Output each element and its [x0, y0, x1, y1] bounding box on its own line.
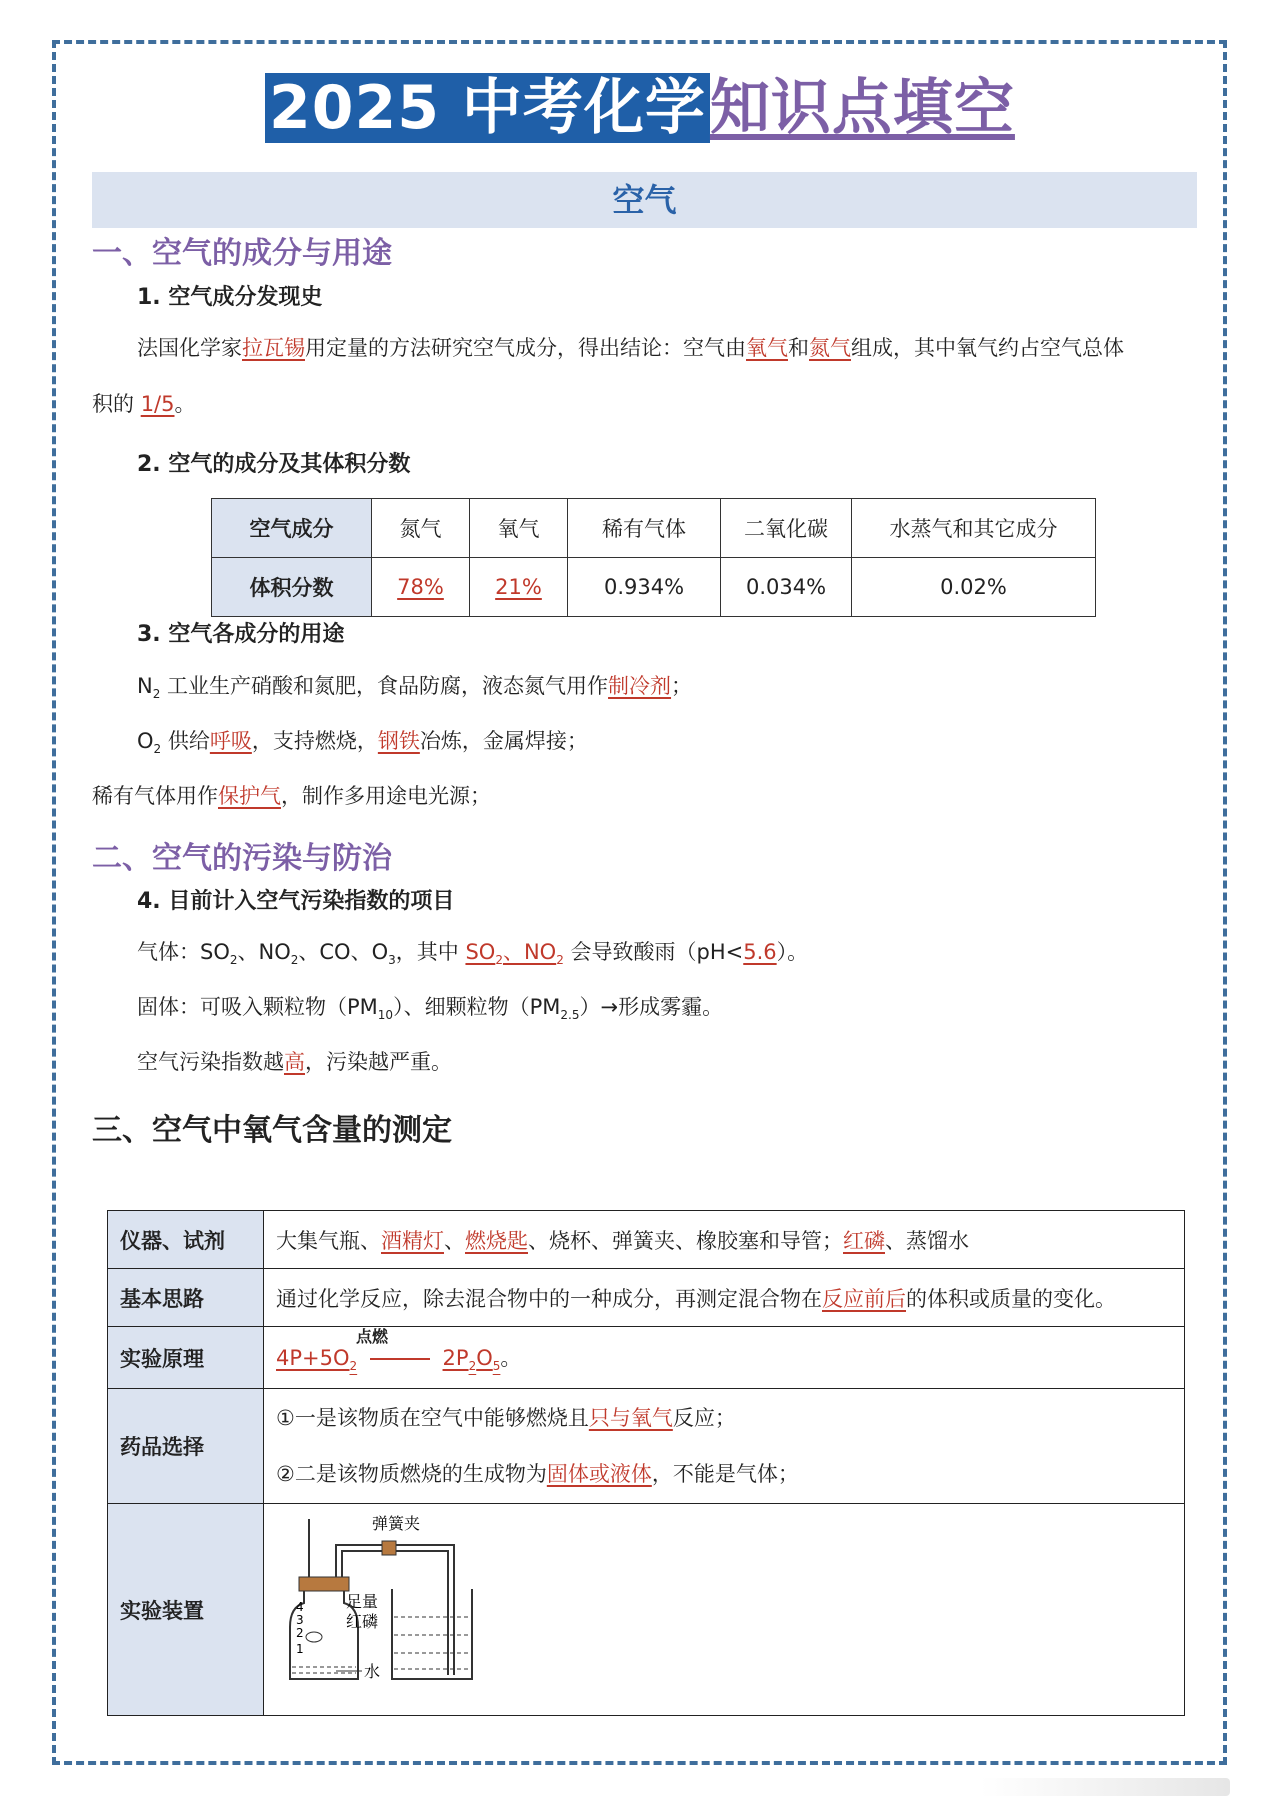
sub2-heading: 2. 空气的成分及其体积分数 [137, 452, 411, 477]
table-cell: 0.034% [721, 558, 852, 617]
o2-use-line: $O_2$ 供给呼吸，支持燃烧，钢铁冶炼，金属焊接； [137, 729, 588, 757]
table-cell: 大集气瓶、酒精灯、燃烧匙、烧杯、弹簧夹、橡胶塞和导管；红磷、蒸馏水 [264, 1211, 1185, 1269]
table-row [108, 1211, 1185, 1269]
solid-pollutants-line: 固体：可吸入颗粒物$(PM_{10})$、细颗粒物$(PM_{2.5})\to$形成雾霾。 [137, 995, 724, 1023]
gas-pollutants-line: 气体：$SO_2$、$NO_2$、CO、$O_3$，其中 $SO_2$、$NO_2$ 会导致酸雨（pH<5.6）。 [137, 940, 809, 968]
sub3-heading: 3. 空气各成分的用途 [137, 622, 345, 647]
experiment-apparatus-diagram [276, 1507, 516, 1707]
clamp-label: 弹簧夹 [372, 1514, 421, 1533]
reaction-equation: $4P+5O_2$ 点燃 $2P_2O_5$。 [276, 1342, 521, 1373]
experiment-table [107, 1210, 1185, 1716]
red-phosphorus-label: 红磷 [346, 1612, 379, 1631]
section2-heading: 二、空气的污染与防治 [92, 841, 392, 876]
sub1-line2: 积的 1/5。 [92, 392, 196, 416]
sub4-heading: 4. 目前计入空气污染指数的项目 [137, 889, 455, 914]
table-cell [264, 1504, 1185, 1716]
level-mark: 1 [296, 1642, 304, 1656]
table-cell: 稀有气体 [568, 499, 721, 558]
page-title [0, 60, 1280, 156]
table-row [108, 1327, 1185, 1389]
table-header-cell: 仪器、试剂 [108, 1211, 264, 1269]
sub1-heading: 1. 空气成分发现史 [137, 285, 323, 310]
red-phosphorus-label: 足量 [346, 1592, 379, 1611]
table-header-cell: 空气成分 [212, 499, 372, 558]
table-cell: 氧气 [470, 499, 568, 558]
topic-banner: 空气 [92, 172, 1197, 228]
composition-table [211, 498, 1096, 617]
title-part-a: 2025 中考化学 [265, 73, 710, 143]
table-cell: 0.934% [568, 558, 721, 617]
table-cell: 氮气 [372, 499, 470, 558]
section1-heading: 一、空气的成分与用途 [92, 236, 392, 271]
table-cell: 0.02% [852, 558, 1096, 617]
table-header-cell: 药品选择 [108, 1389, 264, 1504]
rare-gas-use-line: 稀有气体用作保护气，制作多用途电光源； [92, 784, 491, 808]
reaction-condition: 点燃 [356, 1326, 389, 1346]
table-row [108, 1504, 1185, 1716]
table-cell: 水蒸气和其它成分 [852, 499, 1096, 558]
table-row [108, 1389, 1185, 1504]
pollution-index-line: 空气污染指数越高，污染越严重。 [137, 1050, 452, 1074]
table-header-cell: 体积分数 [212, 558, 372, 617]
table-cell: ①一是该物质在空气中能够燃烧且只与氧气反应； ②二是该物质燃烧的生成物为固体或液体，不能是气体； [264, 1389, 1185, 1504]
water-label: 水 [364, 1662, 381, 1681]
table-cell: 通过化学反应，除去混合物中的一种成分，再测定混合物在反应前后的体积或质量的变化。 [264, 1269, 1185, 1327]
level-mark: 2 [296, 1626, 304, 1640]
table-cell [264, 1327, 1185, 1389]
level-mark: 3 [296, 1613, 304, 1627]
sub1-line1: 法国化学家拉瓦锡用定量的方法研究空气成分，得出结论：空气由氧气和氮气组成，其中氧气约占空气总体 [137, 336, 1124, 360]
table-row [212, 499, 1096, 558]
section3-heading: 三、空气中氧气含量的测定 [92, 1113, 452, 1148]
table-cell: 78% [372, 558, 470, 617]
table-header-cell: 实验原理 [108, 1327, 264, 1389]
table-cell: 二氧化碳 [721, 499, 852, 558]
level-mark: 4 [296, 1600, 304, 1614]
table-row [212, 558, 1096, 617]
n2-use-line: $N_2$ 工业生产硝酸和氮肥，食品防腐，液态氮气用作制冷剂； [137, 674, 693, 702]
table-row [108, 1269, 1185, 1327]
watermark-bar [980, 1778, 1230, 1796]
title-part-b: 知识点填空 [709, 73, 1015, 143]
table-cell: 21% [470, 558, 568, 617]
table-header-cell: 实验装置 [108, 1504, 264, 1716]
table-header-cell: 基本思路 [108, 1269, 264, 1327]
